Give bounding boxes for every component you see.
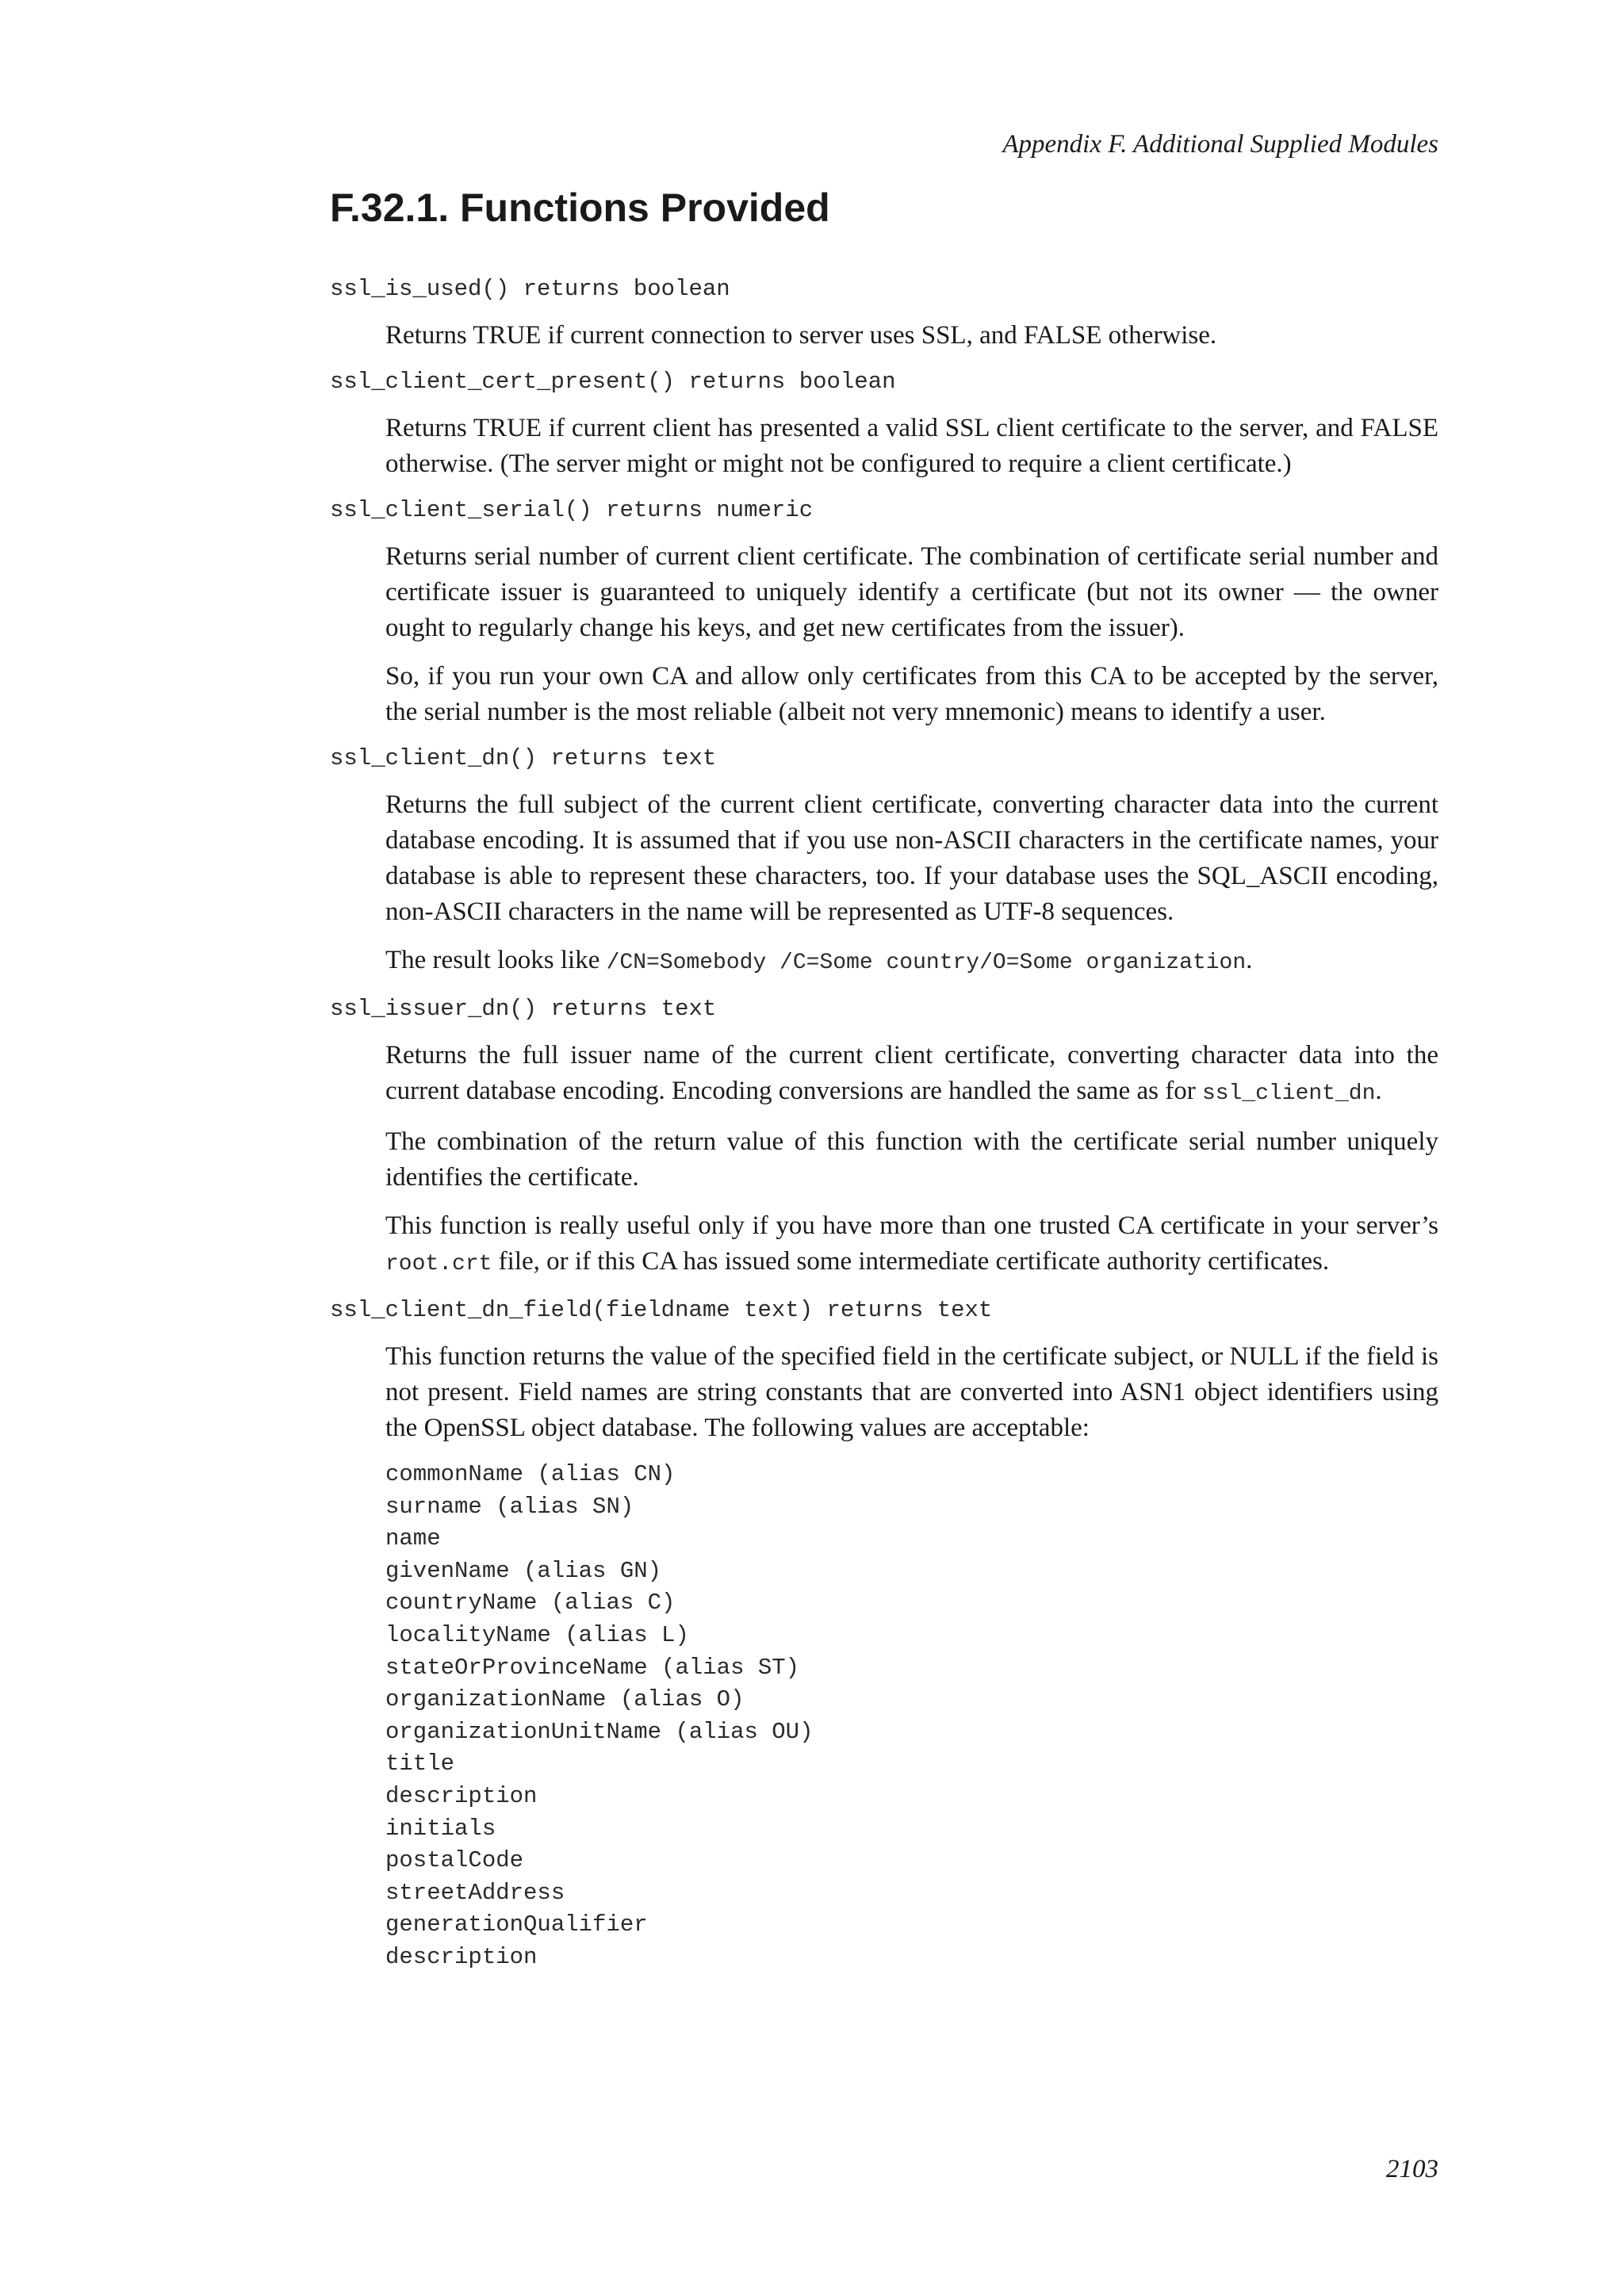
paragraph: So, if you run your own CA and allow only certificates from this CA to be accepted by the server, the serial number is the most reliable (albeit not very mnemonic) means to identify a user. bbox=[385, 662, 1438, 726]
function-description bbox=[385, 539, 1438, 730]
paragraph: This function returns the value of the specified field in the certificate subject, or NULL if the field is not present. Field names are string constants that are converted into ASN1 object identifiers using the OpenSSL object database. The following values are acceptable: bbox=[385, 1342, 1438, 1442]
field-name-item: givenName (alias GN) bbox=[385, 1557, 662, 1584]
field-name-item: organizationUnitName (alias OU) bbox=[385, 1718, 814, 1745]
function-description bbox=[385, 411, 1438, 482]
field-name-item: countryName (alias C) bbox=[385, 1590, 676, 1617]
paragraph bbox=[385, 943, 1438, 981]
paragraph bbox=[385, 1038, 1438, 1112]
paragraph: Returns the full subject of the current client certificate, converting character data into the current database encoding. It is assumed that if you use non-ASCII characters in the certificate names, your database is able to represent these characters, too. If your database uses the SQL_ASCII encoding, non-ASCII characters in the name will be represented as UTF-8 sequences. bbox=[385, 790, 1438, 926]
field-name-item: title bbox=[385, 1751, 455, 1777]
inline-code: ssl_client_dn bbox=[1201, 1081, 1376, 1106]
inline-code: /CN=Somebody /C=Some country/O=Some organization bbox=[606, 951, 1247, 975]
field-name-item: streetAddress bbox=[385, 1879, 565, 1906]
field-name-item: localityName (alias L) bbox=[385, 1621, 689, 1648]
field-name-item: commonName (alias CN) bbox=[385, 1461, 676, 1487]
field-name-item: surname (alias SN) bbox=[385, 1493, 634, 1520]
running-header: Appendix F. Additional Supplied Modules bbox=[1002, 130, 1438, 159]
function-description bbox=[385, 1038, 1438, 1282]
text-run: Returns the full issuer name of the current client certificate, converting character data into the current database encoding. Encoding conversions are handled the same as for bbox=[385, 1041, 1438, 1105]
field-name-item: description bbox=[385, 1943, 538, 1970]
field-name-item: description bbox=[385, 1782, 538, 1809]
text-run: The result looks like bbox=[385, 946, 607, 974]
section-title: F.32.1. Functions Provided bbox=[330, 186, 830, 230]
field-name-list bbox=[385, 1459, 1438, 1974]
field-name-item: stateOrProvinceName (alias ST) bbox=[385, 1654, 800, 1681]
function-description bbox=[385, 318, 1438, 354]
function-description bbox=[385, 787, 1438, 981]
function-signature-ssl-client-dn: ssl_client_dn() returns text bbox=[330, 745, 717, 771]
document-page bbox=[330, 0, 1438, 2296]
paragraph: Returns TRUE if current client has presented a valid SSL client certificate to the server, and FALSE otherwise. (The server might or might not be configured to require a client certificate.) bbox=[385, 414, 1438, 478]
page-number: 2103 bbox=[1386, 2155, 1438, 2183]
function-list bbox=[330, 274, 1438, 1974]
paragraph bbox=[385, 1208, 1438, 1282]
text-run: file, or if this CA has issued some intermediate certificate authority certificates. bbox=[492, 1247, 1330, 1276]
text-run: . bbox=[1375, 1077, 1382, 1105]
field-name-item: postalCode bbox=[385, 1847, 524, 1874]
field-name-item: initials bbox=[385, 1815, 496, 1842]
field-name-item: generationQualifier bbox=[385, 1911, 648, 1938]
function-signature-ssl-is-used: ssl_is_used() returns boolean bbox=[330, 276, 730, 302]
paragraph: Returns serial number of current client certificate. The combination of certificate serial number and certificate issuer is guaranteed to uniquely identify a certificate (but not its owner — the owner ought to regularly change his keys, and get new certificates from the issuer). bbox=[385, 542, 1438, 642]
field-name-item: name bbox=[385, 1525, 441, 1552]
paragraph: Returns TRUE if current connection to server uses SSL, and FALSE otherwise. bbox=[385, 321, 1217, 350]
function-signature-ssl-client-cert-present: ssl_client_cert_present() returns boolean bbox=[330, 369, 896, 395]
text-run: This function is really useful only if you have more than one trusted CA certificate in your server’s bbox=[385, 1211, 1438, 1240]
text-run: . bbox=[1246, 946, 1253, 974]
function-signature-ssl-client-serial: ssl_client_serial() returns numeric bbox=[330, 497, 814, 523]
function-signature-ssl-client-dn-field: ssl_client_dn_field(fieldname text) returns text bbox=[330, 1297, 993, 1323]
field-name-item: organizationName (alias O) bbox=[385, 1686, 745, 1713]
paragraph: The combination of the return value of this function with the certificate serial number uniquely identifies the certificate. bbox=[385, 1127, 1438, 1192]
inline-code: root.crt bbox=[385, 1252, 492, 1276]
function-signature-ssl-issuer-dn: ssl_issuer_dn() returns text bbox=[330, 996, 717, 1022]
function-description bbox=[385, 1339, 1438, 1974]
